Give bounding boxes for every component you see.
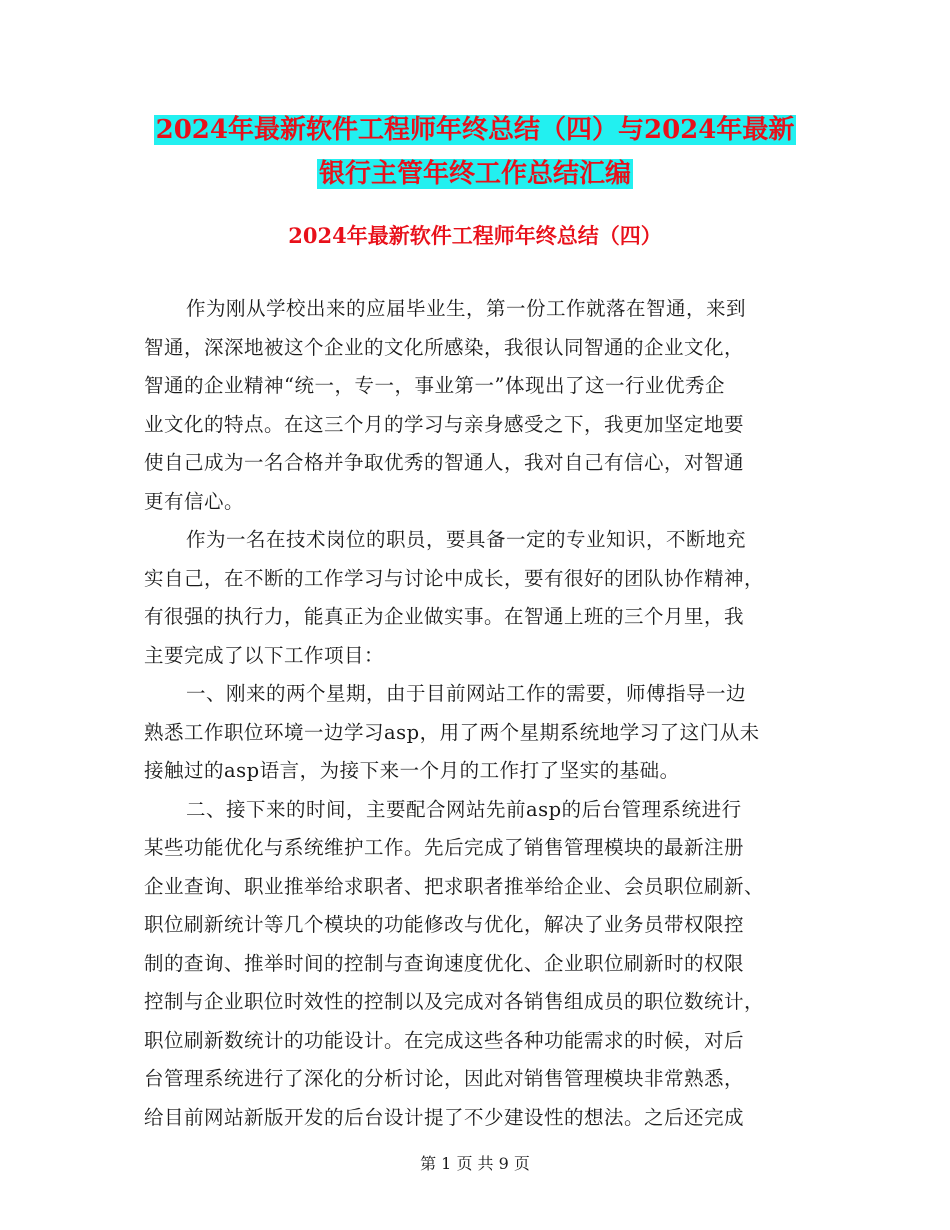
text-line: 企业查询、职业推举给求职者、把求职者推举给企业、会员职位刷新、 [144,874,765,898]
text-line: 智通，深深地被这个企业的文化所感染，我很认同智通的企业文化， [144,335,745,359]
text-line: 职位刷新统计等几个模块的功能修改与优化，解决了业务员带权限控 [144,913,745,936]
text-line: 主要完成了以下工作项目： [144,643,385,667]
text-line: 实自己，在不断的工作学习与讨论中成长，要有很好的团队协作精神， [144,566,765,590]
text-line: 某些功能优化与系统维护工作。先后完成了销售管理模块的最新注册 [144,836,745,859]
page-footer: 第 1 页 共 9 页 [420,1154,530,1173]
document-title-line-2: 银行主管年终工作总结汇编 [318,159,631,189]
text-line: 台管理系统进行了深化的分析讨论，因此对销售管理模块非常熟悉， [144,1067,745,1090]
text-line: 熟悉工作职位环境一边学习asp，用了两个星期系统地学习了这门从未 [144,720,760,744]
text-line: 制的查询、推举时间的控制与查询速度优化、企业职位刷新时的权限 [144,951,745,975]
text-line: 控制与企业职位时效性的控制以及完成对各销售组成员的职位数统计， [144,990,765,1013]
text-line: 使自己成为一名合格并争取优秀的智通人，我对自己有信心，对智通 [144,451,745,474]
body-text [144,290,814,1137]
text-line: 职位刷新数统计的功能设计。在完成这些各种功能需求的时候，对后 [144,1028,745,1052]
text-line: 二、接下来的时间，主要配合网站先前asp的后台管理系统进行 [186,797,742,821]
text-line: 作为一名在技术岗位的职员，要具备一定的专业知识，不断地充 [186,528,747,551]
text-line: 智通的企业精神“统一，专一，事业第一”体现出了这一行业优秀企 [144,374,725,397]
text-line: 一、刚来的两个星期，由于目前网站工作的需要，师傅指导一边 [186,682,747,705]
text-line: 给目前网站新版开发的后台设计提了不少建设性的想法。之后还完成 [144,1105,745,1129]
text-line: 作为刚从学校出来的应届毕业生，第一份工作就落在智通，来到 [186,297,747,320]
text-line: 更有信心。 [144,489,245,513]
text-line: 有很强的执行力，能真正为企业做实事。在智通上班的三个月里，我 [144,605,745,628]
document-title-line-1: 2024年最新软件工程师年终总结（四）与2024年最新 [155,115,795,145]
section-title: 2024年最新软件工程师年终总结（四） [288,223,662,248]
text-line: 接触过的asp语言，为接下来一个月的工作打了坚实的基础。 [144,759,680,782]
text-line: 业文化的特点。在这三个月的学习与亲身感受之下，我更加坚定地要 [144,412,745,436]
